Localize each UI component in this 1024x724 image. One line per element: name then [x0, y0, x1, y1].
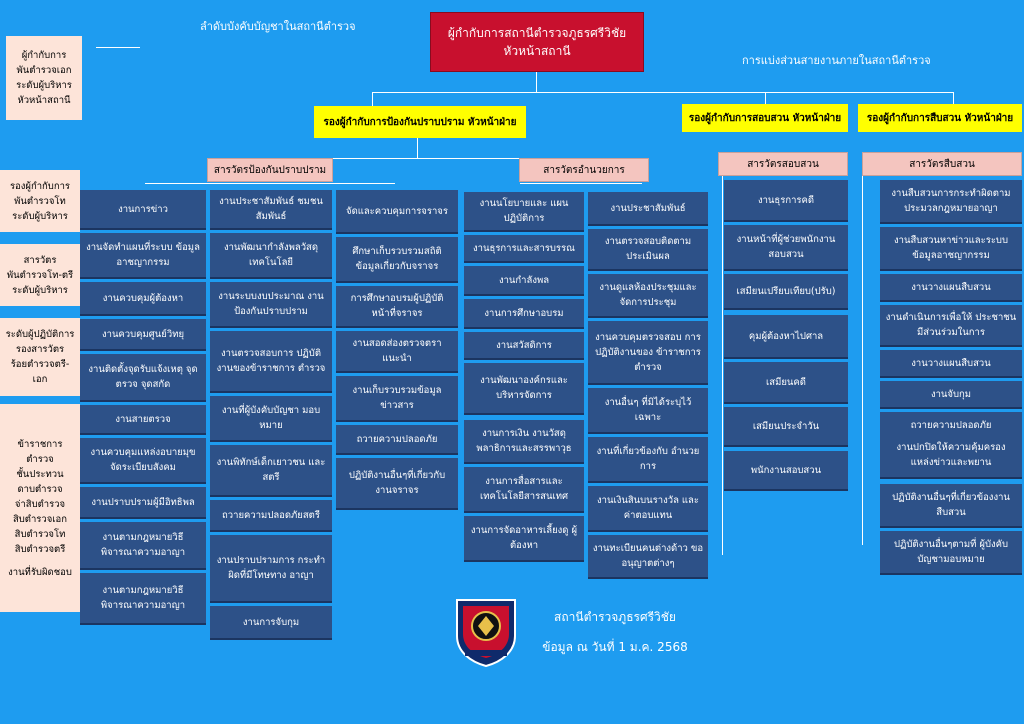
- rank-inspector: [0, 244, 80, 306]
- duty-cell: งานวางแผนสืบสวน: [880, 274, 1022, 302]
- rank-deputy: [0, 170, 80, 232]
- rank-line: ระดับผู้บริหาร: [12, 284, 68, 296]
- duty-cell: งานตรวจสอบการ ปฏิบัติงานของข้าราชการ ตำรวจ: [210, 331, 332, 393]
- rank-line: จ่าสิบตำรวจ: [14, 498, 66, 510]
- rank-line: รองผู้กำกับการ: [9, 180, 71, 192]
- connector: [953, 92, 954, 104]
- duty-cell: งานนโยบายและ แผนปฏิบัติการ: [464, 192, 584, 232]
- duty-cell: งานสายตรวจ: [80, 405, 206, 435]
- duty-cell: งานระบบงบประมาณ งานป้องกันปราบปราม: [210, 282, 332, 328]
- inspector-admin: สารวัตรอำนวยการ: [519, 158, 649, 182]
- inspector-investigation: สารวัตรสอบสวน: [718, 152, 848, 176]
- duty-cell: ถวายความปลอดภัย: [336, 425, 458, 455]
- duty-cell: ศึกษาเก็บรวบรวมสถิติ ข้อมูลเกี่ยวกับจราจร: [336, 237, 458, 283]
- division-caption: การแบ่งส่วนสายงานภายในสถานีตำรวจ: [742, 54, 931, 67]
- deputy-prevention: รองผู้กำกับการป้องกันปราบปราม หัวหน้าฝ่าย: [314, 106, 526, 138]
- duty-cell: งานปราบปรามการ กระทำผิดที่มีโทษทาง อาญา: [210, 535, 332, 603]
- deputy-investigation: รองผู้กำกับการสอบสวน หัวหน้าฝ่าย: [682, 104, 848, 132]
- duty-cell: งานประชาสัมพันธ์ ชมชนสัมพันธ์: [210, 190, 332, 230]
- duty-cell: งานจับกุม: [880, 381, 1022, 409]
- connector: [862, 175, 863, 545]
- duty-cell: งานสืบสวนการกระทำผิดตาม ประมวลกฎหมายอาญา: [880, 180, 1022, 224]
- duty-cell: ปฏิบัติงานอื่นๆที่เกี่ยวข้องงาน สืบสวน: [880, 484, 1022, 528]
- connector: [722, 175, 723, 555]
- duty-cell: จัดและควบคุมการจราจร: [336, 190, 458, 234]
- station-chief-box: [430, 12, 644, 72]
- rank-sub-inspector: [0, 318, 80, 396]
- rank-line: [0, 557, 80, 565]
- duty-cell: งานพัฒนาองค์กรและ บริหารจัดการ: [464, 363, 584, 415]
- duty-cell: งานควบคุมศูนย์วิทยุ: [80, 319, 206, 351]
- rank-line: ชั้นประทวน: [16, 468, 64, 480]
- duty-cell: งานปราบปรามผู้มีอิทธิพล: [80, 487, 206, 519]
- duty-cell: งานตรวจสอบติดตาม ประเมินผล: [588, 229, 708, 271]
- footer-station-name: สถานีตำรวจภูธรศรีวิชัย: [554, 610, 676, 624]
- duty-cell: งานตามกฎหมายวิธี พิจารณาความอาญา: [80, 522, 206, 570]
- connector: [536, 72, 537, 92]
- duty-cell: งานที่เกี่ยวข้องกับ อำนวยการ: [588, 437, 708, 483]
- duty-cell: งานการศึกษาอบรม: [464, 299, 584, 329]
- rank-line: พันตำรวจเอก: [16, 65, 72, 76]
- duty-cell: งานเงินสินบนรางวัล และค่าตอบแทน: [588, 486, 708, 532]
- duty-cell: ปฏิบัติงานอื่นๆตามที่ ผู้บังคับบัญชามอบหมาย: [880, 531, 1022, 575]
- duty-cell: งานกำลังพล: [464, 266, 584, 296]
- rank-line: เอก: [32, 374, 48, 385]
- rank-line: หัวหน้าสถานี: [17, 95, 71, 106]
- deputy-detective: รองผู้กำกับการสืบสวน หัวหน้าฝ่าย: [858, 104, 1022, 132]
- rank-line: สิบตำรวจตรี: [14, 543, 66, 555]
- duty-cell: งานการสื่อสารและ เทคโนโลยีสารสนเทศ: [464, 467, 584, 513]
- rank-non-commissioned: [0, 404, 80, 612]
- hierarchy-caption: ลำดับบังคับบัญชาในสถานีตำรวจ: [200, 20, 356, 33]
- duty-cell: งานประชาสัมพันธ์: [588, 192, 708, 226]
- rank-line: สิบตำรวจเอก: [12, 513, 68, 525]
- duty-cell: งานสอดส่องตรวจตรา แนะนำ: [336, 331, 458, 373]
- rank-line: งานที่รับผิดชอบ: [8, 566, 72, 578]
- police-emblem-icon: [451, 596, 521, 668]
- duty-cell: งานเก็บรวบรวมข้อมูล ข่าวสาร: [336, 376, 458, 422]
- duty-cell: งานสวัสดิการ: [464, 332, 584, 360]
- duty-cell: งานธุรการคดี: [724, 180, 848, 222]
- rank-line: รองสารวัตร: [15, 344, 65, 355]
- duty-cell: งานพัฒนากำลังพลวัสดุ เทคโนโลยี: [210, 233, 332, 279]
- duty-cell: พนักงานสอบสวน: [724, 451, 848, 491]
- duty-cell: งานทะเบียนคนต่างด้าว ขออนุญาตต่างๆ: [588, 535, 708, 579]
- duty-cell: งานธุรการและสารบรรณ: [464, 235, 584, 263]
- duty-cell: เสมียนคดี: [724, 362, 848, 404]
- duty-cell: งานการจัดอาหารเลี้ยงดู ผู้ต้องหา: [464, 516, 584, 562]
- duty-cell: งานที่ผู้บังคับบัญชา มอบหมาย: [210, 396, 332, 442]
- inspector-prevention: สารวัตรป้องกันปราบปราม: [207, 158, 333, 182]
- connector: [96, 47, 140, 48]
- duty-cell: คุมผู้ต้องหาไปศาล: [724, 315, 848, 359]
- rank-line: พันตำรวจโท-ตรี: [6, 269, 74, 281]
- rank-line: สิบตำรวจโท: [14, 528, 66, 540]
- duty-cell: งานควบคุมตรวจสอบ การปฏิบัติงานของ ข้าราชการตำรวจ: [588, 321, 708, 385]
- inspector-detective: สารวัตรสืบสวน: [862, 152, 1022, 176]
- duty-cell: งานวางแผนสืบสวน: [880, 350, 1022, 378]
- duty-cell: งานอื่นๆ ที่มิได้ระบุไว้ เฉพาะ: [588, 388, 708, 434]
- duty-cell: งานหน้าที่ผู้ช่วยพนักงาน สอบสวน: [724, 225, 848, 271]
- duty-cell: งานสืบสวนหาข่าวและระบบ ข้อมูลอาชญากรรม: [880, 227, 1022, 271]
- rank-line: ร้อยตำรวจตรี-: [10, 359, 70, 370]
- duty-cell: งานการเงิน งานวัสดุ พลาธิการและสรรพาวุธ: [464, 420, 584, 464]
- duty-cell: งานดำเนินการเพื่อให้ ประชาชนมีส่วนร่วมในการ: [880, 305, 1022, 347]
- duty-cell: การศึกษาอบรมผู้ปฏิบัติ หน้าที่จราจร: [336, 286, 458, 328]
- rank-line: ระดับผู้ปฏิบัติการ: [5, 329, 75, 340]
- duty-cell: งานดูแลห้องประชุมและ จัดการประชุม: [588, 274, 708, 318]
- rank-line: ดาบตำรวจ: [17, 483, 63, 495]
- duty-cell: เสมียนเปรียบเทียบ(ปรับ): [724, 274, 848, 310]
- connector: [372, 92, 373, 106]
- duty-cell: งานปกปิดให้ความคุ้มครอง แหล่งข่าวและพยาน: [880, 433, 1022, 479]
- rank-superintendent: [6, 36, 82, 120]
- duty-cell: งานควบคุมผู้ต้องหา: [80, 282, 206, 316]
- rank-line: ระดับผู้บริหาร: [12, 210, 68, 222]
- duty-cell: งานการจับกุม: [210, 606, 332, 640]
- duty-cell: งานพิทักษ์เด็กเยาวชน และสตรี: [210, 445, 332, 497]
- duty-cell: งานการข่าว: [80, 190, 206, 230]
- connector: [372, 92, 954, 93]
- duty-cell: งานตามกฎหมายวิธี พิจารณาความอาญา: [80, 573, 206, 625]
- rank-line: ข้าราชการ: [17, 438, 63, 450]
- connector: [417, 138, 418, 158]
- rank-line: พันตำรวจโท: [14, 195, 66, 207]
- duty-cell: งานควบคุมแหล่งอบายมุข จัดระเบียบสังคม: [80, 438, 206, 484]
- station-chief-role: หัวหน้าสถานี: [503, 44, 571, 58]
- duty-cell: ถวายความปลอดภัยสตรี: [210, 500, 332, 532]
- footer-date: ข้อมูล ณ วันที่ 1 ม.ค. 2568: [542, 640, 688, 654]
- duty-cell: ปฏิบัติงานอื่นๆที่เกี่ยวกับ งานจราจร: [336, 458, 458, 510]
- connector: [520, 183, 642, 184]
- rank-line: สารวัตร: [23, 254, 57, 266]
- duty-cell: เสมียนประจำวัน: [724, 407, 848, 447]
- duty-cell: ถวายความปลอดภัย: [880, 412, 1022, 440]
- duty-cell: งานจัดทำแผนที่ระบบ ข้อมูลอาชญากรรม: [80, 233, 206, 279]
- rank-line: ระดับผู้บริหาร: [16, 80, 72, 91]
- rank-line: ผู้กำกับการ: [21, 50, 67, 61]
- connector: [145, 183, 395, 184]
- rank-line: ตำรวจ: [26, 453, 54, 465]
- connector: [765, 92, 766, 104]
- duty-cell: งานติดตั้งจุดรับแจ้งเหตุ จุดตรวจ จุดสกัด: [80, 354, 206, 402]
- station-chief-title: ผู้กำกับการสถานีตำรวจภูธรศรีวิชัย: [447, 26, 627, 40]
